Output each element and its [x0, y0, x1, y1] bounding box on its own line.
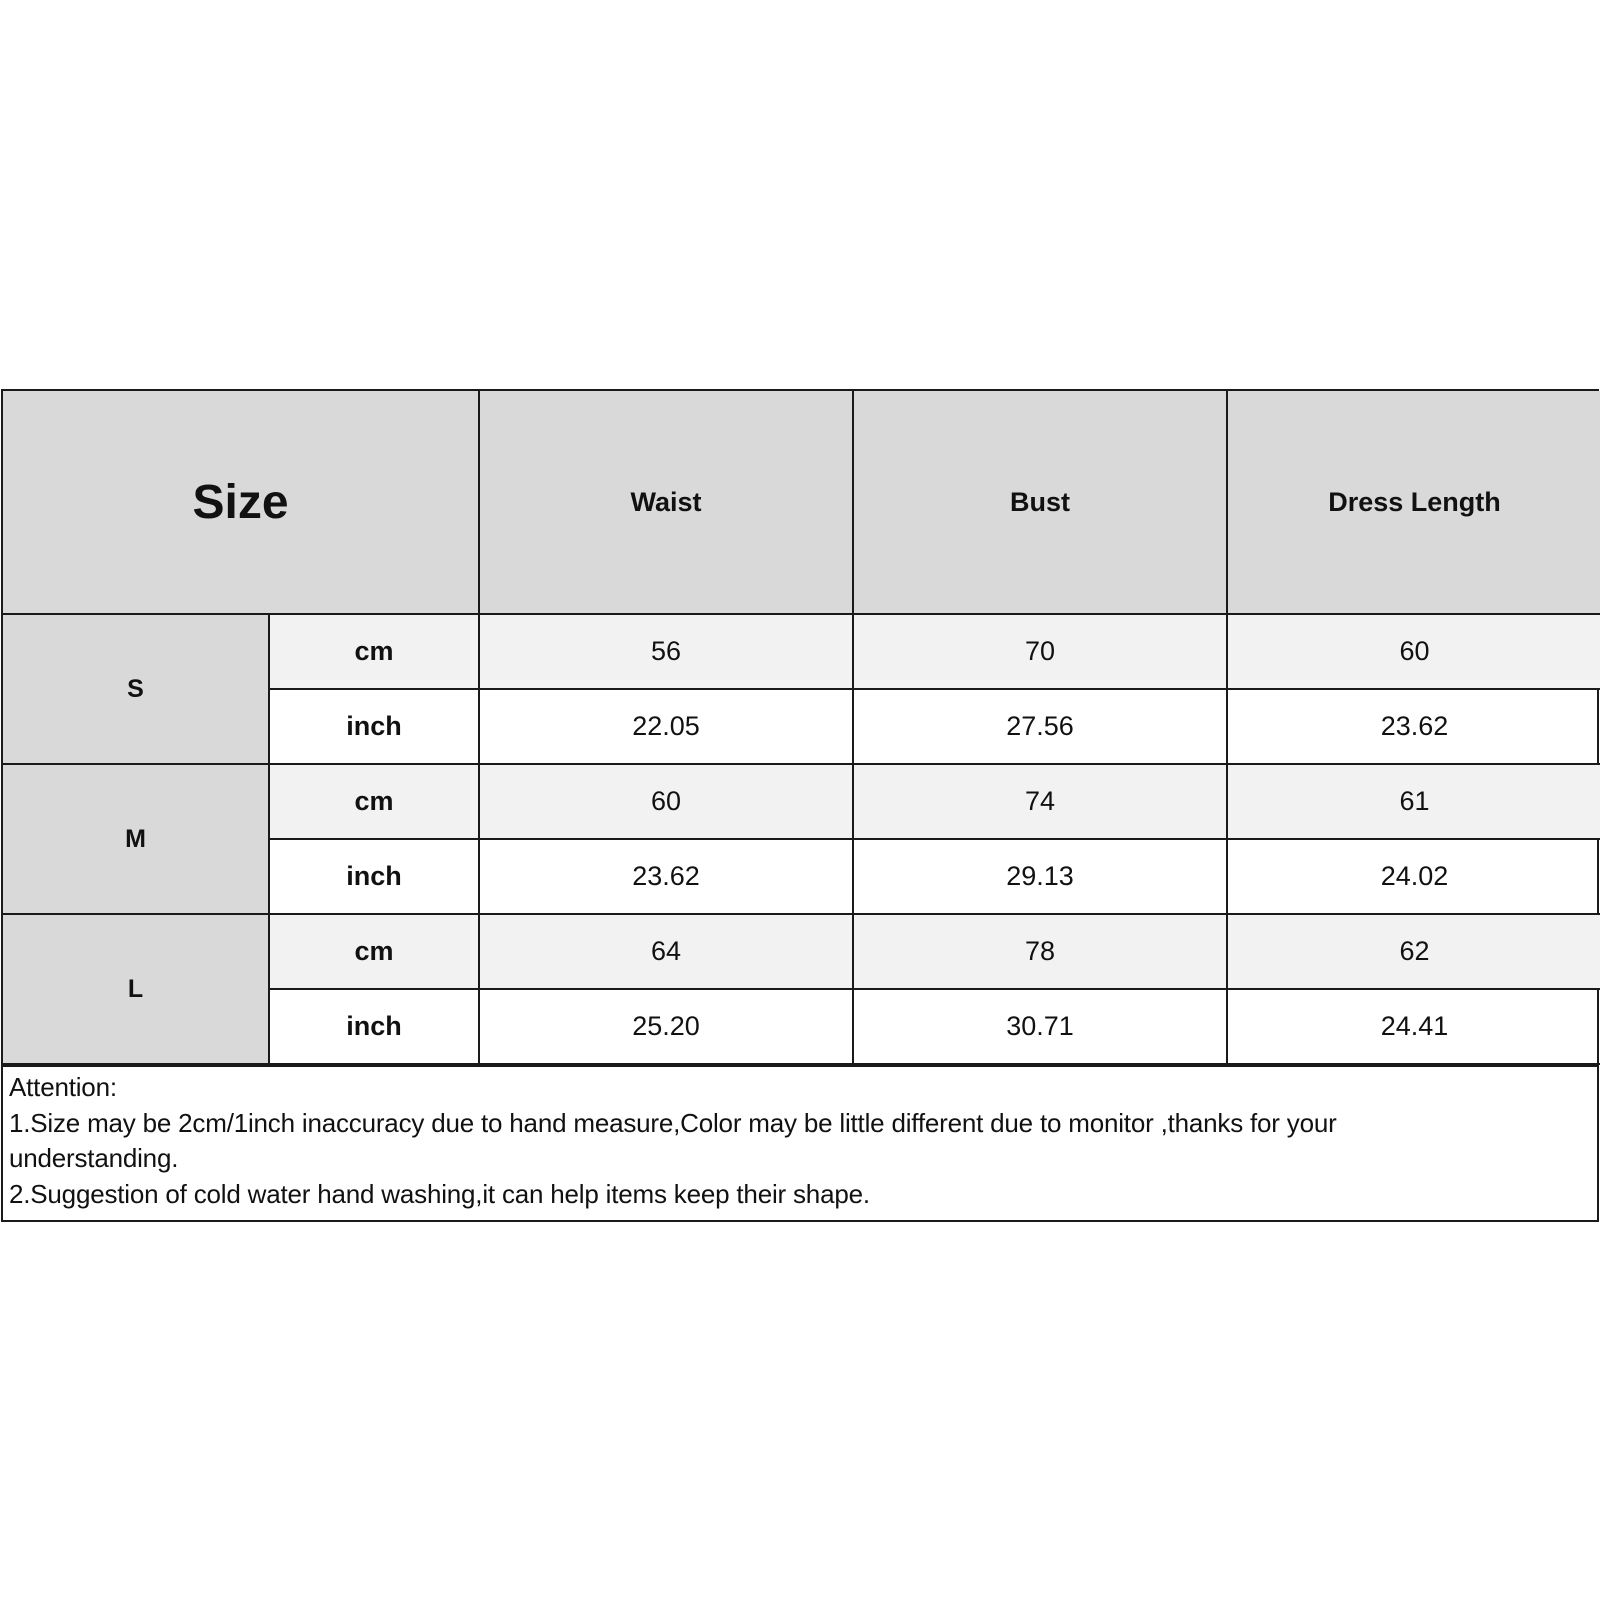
- table-row-m-cm: [3, 764, 1600, 839]
- unit-label: cm: [269, 914, 479, 989]
- bust-value: 74: [853, 764, 1227, 839]
- size-label-m: M: [3, 764, 269, 914]
- dress-length-value: 62: [1227, 914, 1600, 989]
- note-line-1: 1.Size may be 2cm/1inch inaccuracy due to hand measure,Color may be little different due to monitor ,thanks for your: [9, 1107, 1337, 1138]
- unit-label: cm: [269, 764, 479, 839]
- header-dress-length: Dress Length: [1227, 391, 1600, 614]
- dress-length-value: 24.02: [1227, 839, 1600, 914]
- bust-value: 30.71: [853, 989, 1227, 1064]
- header-waist: Waist: [479, 391, 853, 614]
- waist-value: 56: [479, 614, 853, 689]
- size-label-l: L: [3, 914, 269, 1064]
- bust-value: 29.13: [853, 839, 1227, 914]
- attention-notes: [3, 1065, 1597, 1220]
- bust-value: 78: [853, 914, 1227, 989]
- unit-label: inch: [269, 989, 479, 1064]
- waist-value: 64: [479, 914, 853, 989]
- header-size: Size: [3, 391, 479, 614]
- header-bust: Bust: [853, 391, 1227, 614]
- table-row-l-cm: [3, 914, 1600, 989]
- dress-length-value: 23.62: [1227, 689, 1600, 764]
- unit-label: cm: [269, 614, 479, 689]
- size-chart: [1, 389, 1599, 1222]
- size-table: [3, 391, 1600, 1065]
- table-row-s-cm: [3, 614, 1600, 689]
- waist-value: 25.20: [479, 989, 853, 1064]
- unit-label: inch: [269, 689, 479, 764]
- waist-value: 23.62: [479, 839, 853, 914]
- dress-length-value: 60: [1227, 614, 1600, 689]
- waist-value: 60: [479, 764, 853, 839]
- note-line-1-continued: understanding.: [9, 1143, 179, 1173]
- bust-value: 27.56: [853, 689, 1227, 764]
- size-label-s: S: [3, 614, 269, 764]
- waist-value: 22.05: [479, 689, 853, 764]
- note-line-2: 2.Suggestion of cold water hand washing,it can help items keep their shape.: [9, 1178, 870, 1209]
- unit-label: inch: [269, 839, 479, 914]
- dress-length-value: 24.41: [1227, 989, 1600, 1064]
- dress-length-value: 61: [1227, 764, 1600, 839]
- notes-title: Attention:: [9, 1072, 117, 1102]
- bust-value: 70: [853, 614, 1227, 689]
- header-row: [3, 391, 1600, 614]
